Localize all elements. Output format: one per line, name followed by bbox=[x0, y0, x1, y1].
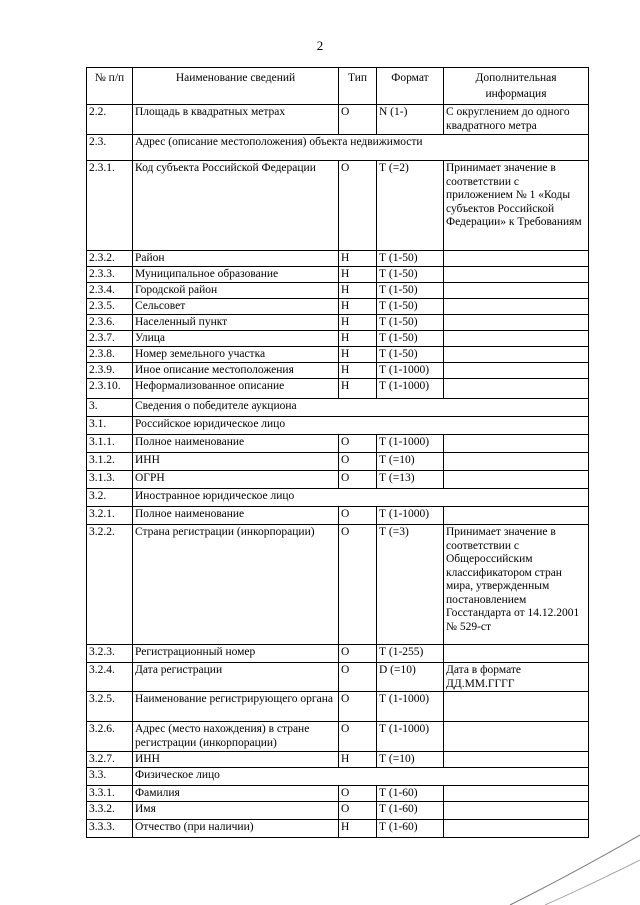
cell-num: 3.2.5. bbox=[87, 692, 133, 722]
table-row bbox=[87, 347, 589, 363]
cell-num: 2.3.2. bbox=[87, 251, 133, 267]
cell-num: 3.2.4. bbox=[87, 663, 133, 692]
cell-name: Муниципальное образование bbox=[133, 267, 339, 283]
header-format: Формат bbox=[377, 68, 444, 105]
cell-name: Регистрационный номер bbox=[133, 645, 339, 663]
cell-format: Т (1-50) bbox=[377, 347, 444, 363]
cell-info: Принимает значение в соответствии с Общероссийским классификатором стран мира, утвержденным постановлением Госстандарта от 14.12.2001 № 529-ст bbox=[444, 525, 589, 645]
cell-name: Адрес (место нахождения) в стране регистрации (инкорпорации) bbox=[133, 722, 339, 752]
cell-name: Иное описание местоположения bbox=[133, 363, 339, 379]
header-type: Тип bbox=[339, 68, 377, 105]
cell-num: 2.3.10. bbox=[87, 379, 133, 399]
cell-name: Сельсовет bbox=[133, 299, 339, 315]
cell-num: 2.3. bbox=[87, 135, 133, 161]
cell-num: 2.3.3. bbox=[87, 267, 133, 283]
cell-info bbox=[444, 299, 589, 315]
cell-info bbox=[444, 315, 589, 331]
cell-format: Т (1-60) bbox=[377, 820, 444, 838]
cell-name: Неформализованное описание bbox=[133, 379, 339, 399]
cell-name: ИНН bbox=[133, 752, 339, 768]
cell-info bbox=[444, 507, 589, 525]
cell-num: 3.1.3. bbox=[87, 471, 133, 489]
cell-info bbox=[444, 267, 589, 283]
cell-type: Н bbox=[339, 267, 377, 283]
cell-type: Н bbox=[339, 283, 377, 299]
cell-info bbox=[444, 347, 589, 363]
cell-section-title: Физическое лицо bbox=[133, 768, 589, 786]
cell-info: Принимает значение в соответствии с приложением № 1 «Коды субъектов Российской Федерации» к Требованиям bbox=[444, 161, 589, 251]
table-row bbox=[87, 645, 589, 663]
cell-type: Н bbox=[339, 379, 377, 399]
table-row bbox=[87, 135, 589, 161]
cell-info bbox=[444, 251, 589, 267]
table-row bbox=[87, 161, 589, 251]
cell-info bbox=[444, 379, 589, 399]
cell-num: 2.3.8. bbox=[87, 347, 133, 363]
cell-format: Т (1-50) bbox=[377, 251, 444, 267]
cell-name: Имя bbox=[133, 802, 339, 820]
cell-type: О bbox=[339, 453, 377, 471]
cell-format: Т (=13) bbox=[377, 471, 444, 489]
table-row bbox=[87, 768, 589, 786]
cell-num: 2.2. bbox=[87, 105, 133, 135]
cell-section-title: Адрес (описание местоположения) объекта недвижимости bbox=[133, 135, 589, 161]
table-row bbox=[87, 299, 589, 315]
cell-format: Т (1-1000) bbox=[377, 507, 444, 525]
cell-type: О bbox=[339, 507, 377, 525]
cell-info: Дата в формате ДД.ММ.ГГГГ bbox=[444, 663, 589, 692]
cell-name: Полное наименование bbox=[133, 507, 339, 525]
cell-type: О bbox=[339, 105, 377, 135]
cell-name: Населенный пункт bbox=[133, 315, 339, 331]
table-row bbox=[87, 417, 589, 435]
cell-num: 3.3.1. bbox=[87, 786, 133, 802]
cell-format: Т (=3) bbox=[377, 525, 444, 645]
table-row bbox=[87, 489, 589, 507]
header-info: Дополнительная информация bbox=[444, 68, 589, 105]
table-row bbox=[87, 363, 589, 379]
cell-format: Т (1-1000) bbox=[377, 722, 444, 752]
cell-type: Н bbox=[339, 820, 377, 838]
cell-name: Отчество (при наличии) bbox=[133, 820, 339, 838]
header-num: № п/п bbox=[87, 68, 133, 105]
cell-format: Т (1-255) bbox=[377, 645, 444, 663]
cell-format: Т (1-50) bbox=[377, 331, 444, 347]
cell-type: О bbox=[339, 663, 377, 692]
cell-num: 2.3.5. bbox=[87, 299, 133, 315]
cell-format: Т (=10) bbox=[377, 453, 444, 471]
scan-corner-mark bbox=[450, 815, 640, 905]
cell-name: Номер земельного участка bbox=[133, 347, 339, 363]
cell-info bbox=[444, 645, 589, 663]
cell-format: Т (=2) bbox=[377, 161, 444, 251]
table-row bbox=[87, 379, 589, 399]
cell-type: Н bbox=[339, 331, 377, 347]
cell-type: О bbox=[339, 435, 377, 453]
table-row bbox=[87, 435, 589, 453]
cell-num: 3.2.1. bbox=[87, 507, 133, 525]
cell-format: Т (1-50) bbox=[377, 267, 444, 283]
cell-type: Н bbox=[339, 363, 377, 379]
cell-info bbox=[444, 752, 589, 768]
cell-type: Н bbox=[339, 251, 377, 267]
cell-type: О bbox=[339, 786, 377, 802]
cell-format: D (=10) bbox=[377, 663, 444, 692]
cell-num: 3.3.2. bbox=[87, 802, 133, 820]
cell-name: Код субъекта Российской Федерации bbox=[133, 161, 339, 251]
table-row bbox=[87, 251, 589, 267]
cell-name: Наименование регистрирующего органа bbox=[133, 692, 339, 722]
table-row bbox=[87, 399, 589, 417]
header-name: Наименование сведений bbox=[133, 68, 339, 105]
cell-num: 3.1.2. bbox=[87, 453, 133, 471]
cell-type: Н bbox=[339, 752, 377, 768]
cell-info bbox=[444, 692, 589, 722]
cell-info bbox=[444, 435, 589, 453]
cell-num: 2.3.6. bbox=[87, 315, 133, 331]
cell-info bbox=[444, 363, 589, 379]
cell-info bbox=[444, 283, 589, 299]
cell-name: Полное наименование bbox=[133, 435, 339, 453]
cell-num: 2.3.4. bbox=[87, 283, 133, 299]
cell-type: О bbox=[339, 471, 377, 489]
cell-num: 3.1. bbox=[87, 417, 133, 435]
cell-format: Т (1-50) bbox=[377, 299, 444, 315]
cell-info bbox=[444, 471, 589, 489]
cell-format: Т (1-50) bbox=[377, 283, 444, 299]
table-row bbox=[87, 267, 589, 283]
cell-format: Т (1-60) bbox=[377, 786, 444, 802]
cell-format: Т (1-50) bbox=[377, 315, 444, 331]
table-row bbox=[87, 283, 589, 299]
cell-type: О bbox=[339, 645, 377, 663]
cell-num: 2.3.1. bbox=[87, 161, 133, 251]
cell-type: О bbox=[339, 802, 377, 820]
cell-name: Фамилия bbox=[133, 786, 339, 802]
cell-info: С округлением до одного квадратного метра bbox=[444, 105, 589, 135]
cell-type: О bbox=[339, 525, 377, 645]
cell-type: О bbox=[339, 692, 377, 722]
cell-info bbox=[444, 722, 589, 752]
cell-info bbox=[444, 786, 589, 802]
cell-section-title: Иностранное юридическое лицо bbox=[133, 489, 589, 507]
cell-num: 3.2.3. bbox=[87, 645, 133, 663]
table-row bbox=[87, 471, 589, 489]
cell-num: 3.2.2. bbox=[87, 525, 133, 645]
cell-format: Т (1-1000) bbox=[377, 435, 444, 453]
cell-type: О bbox=[339, 722, 377, 752]
cell-num: 3. bbox=[87, 399, 133, 417]
cell-type: Н bbox=[339, 315, 377, 331]
cell-num: 3.3.3. bbox=[87, 820, 133, 838]
cell-name: Дата регистрации bbox=[133, 663, 339, 692]
cell-section-title: Российское юридическое лицо bbox=[133, 417, 589, 435]
cell-num: 3.3. bbox=[87, 768, 133, 786]
page-number: 2 bbox=[316, 38, 324, 53]
table-row bbox=[87, 752, 589, 768]
cell-name: Городской район bbox=[133, 283, 339, 299]
table-row bbox=[87, 663, 589, 692]
cell-format: Т (=10) bbox=[377, 752, 444, 768]
data-table bbox=[86, 67, 589, 838]
table-row bbox=[87, 525, 589, 645]
table-row bbox=[87, 315, 589, 331]
cell-type: О bbox=[339, 161, 377, 251]
cell-num: 2.3.7. bbox=[87, 331, 133, 347]
cell-format: Т (1-60) bbox=[377, 802, 444, 820]
cell-format: Т (1-1000) bbox=[377, 379, 444, 399]
table-row bbox=[87, 453, 589, 471]
cell-name: ОГРН bbox=[133, 471, 339, 489]
cell-name: Площадь в квадратных метрах bbox=[133, 105, 339, 135]
cell-format: Т (1-1000) bbox=[377, 363, 444, 379]
cell-info bbox=[444, 331, 589, 347]
cell-name: Район bbox=[133, 251, 339, 267]
cell-format: N (1-) bbox=[377, 105, 444, 135]
cell-section-title: Сведения о победителе аукциона bbox=[133, 399, 589, 417]
cell-num: 3.2.7. bbox=[87, 752, 133, 768]
cell-type: Н bbox=[339, 299, 377, 315]
table-row bbox=[87, 722, 589, 752]
table-header-row bbox=[87, 68, 589, 105]
cell-num: 3.1.1. bbox=[87, 435, 133, 453]
cell-num: 3.2. bbox=[87, 489, 133, 507]
cell-name: Улица bbox=[133, 331, 339, 347]
table-row bbox=[87, 507, 589, 525]
cell-type: Н bbox=[339, 347, 377, 363]
cell-info bbox=[444, 453, 589, 471]
table-row bbox=[87, 105, 589, 135]
table-row bbox=[87, 786, 589, 802]
cell-name: Страна регистрации (инкорпорации) bbox=[133, 525, 339, 645]
cell-num: 3.2.6. bbox=[87, 722, 133, 752]
cell-format: Т (1-1000) bbox=[377, 692, 444, 722]
table-row bbox=[87, 331, 589, 347]
table-row bbox=[87, 692, 589, 722]
cell-name: ИНН bbox=[133, 453, 339, 471]
cell-num: 2.3.9. bbox=[87, 363, 133, 379]
